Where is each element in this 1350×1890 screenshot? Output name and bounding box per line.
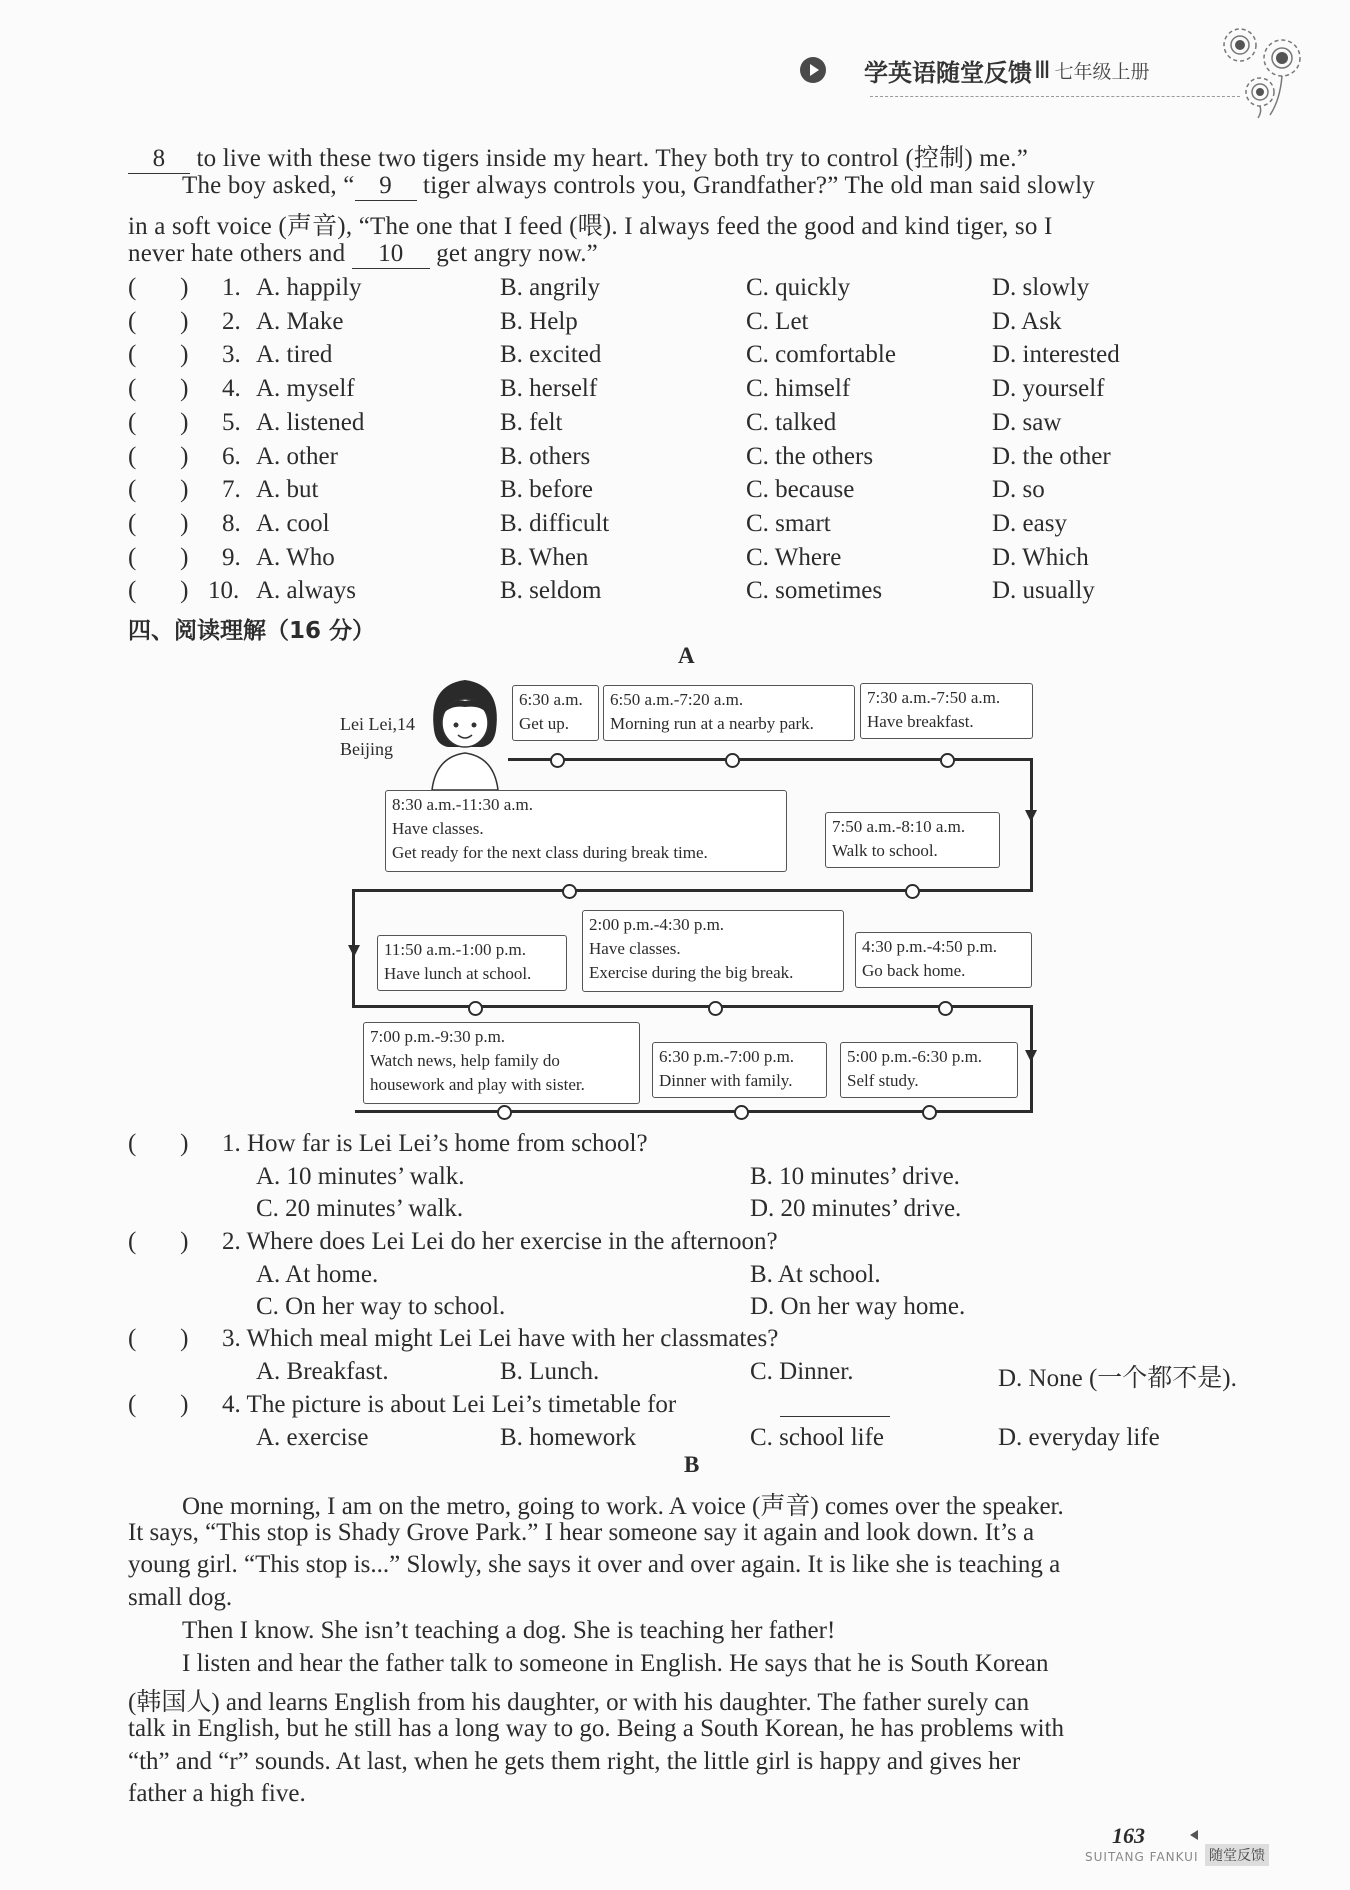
cloze-text: get angry now.” xyxy=(436,240,598,267)
box-activity: Go back home. xyxy=(862,961,966,980)
option-a: A. Who xyxy=(256,544,335,571)
timetable-box xyxy=(840,1042,1018,1098)
question-number: 9. xyxy=(222,544,241,571)
option-d: D. Which xyxy=(992,544,1089,571)
cloze-text: tiger always controls you, Grandfather?” The old man said slowly xyxy=(423,172,1095,199)
option-a: A. but xyxy=(256,476,319,503)
option-c: C. talked xyxy=(746,409,837,436)
sunflower-icon xyxy=(1210,20,1330,120)
box-time: 5:00 p.m.-6:30 p.m. xyxy=(847,1047,983,1066)
question-stem: 3. Which meal might Lei Lei have with her classmates? xyxy=(222,1325,779,1352)
option-b: B. before xyxy=(500,476,594,503)
question-number: 2. xyxy=(222,308,241,335)
timetable-box xyxy=(512,685,599,741)
answer-bracket[interactable]: ( ) xyxy=(128,274,189,301)
passage-line: Then I know. She isn’t teaching a dog. She is teaching her father! xyxy=(182,1616,836,1644)
footer-brand-cn: 随堂反馈 xyxy=(1205,1844,1269,1866)
question-option: C. 20 minutes’ walk. xyxy=(256,1195,464,1222)
question-number: 3. xyxy=(222,341,241,368)
option-c: C. quickly xyxy=(746,274,851,301)
option-d: D. usually xyxy=(992,577,1095,604)
option-b: B. excited xyxy=(500,341,602,368)
question-option: C. school life xyxy=(750,1424,885,1451)
question-number: 10. xyxy=(208,577,240,604)
blank-10: 10 xyxy=(352,240,430,269)
header-divider xyxy=(870,96,1240,97)
passage-line: talk in English, but he still has a long way to go. Being a South Korean, he has problems with xyxy=(128,1714,1064,1742)
box-activity: Have breakfast. xyxy=(867,712,974,731)
box-time: 7:50 a.m.-8:10 a.m. xyxy=(832,817,966,836)
box-activity: Morning run at a nearby park. xyxy=(610,714,814,733)
option-d: D. saw xyxy=(992,409,1062,436)
timetable-box xyxy=(385,790,787,872)
box-activity: Watch news, help family do xyxy=(370,1051,560,1070)
answer-bracket[interactable]: ( ) xyxy=(128,1325,189,1352)
cloze-line-2 xyxy=(182,172,1095,201)
blank-9: 9 xyxy=(355,172,417,201)
question-option: A. 10 minutes’ walk. xyxy=(256,1163,465,1190)
option-c: C. sometimes xyxy=(746,577,883,604)
passage-line: It says, “This stop is Shady Grove Park.” I hear someone say it again and look down. It’s a xyxy=(128,1518,1035,1546)
passage-line: One morning, I am on the metro, going to work. A voice (声音) comes over the speaker. xyxy=(182,1493,1064,1520)
box-activity: Walk to school. xyxy=(832,841,938,860)
option-c: C. smart xyxy=(746,510,831,537)
box-activity: Get up. xyxy=(519,714,570,733)
box-activity: Get ready for the next class during break time. xyxy=(392,843,708,862)
option-d: D. so xyxy=(992,476,1045,503)
question-option: A. At home. xyxy=(256,1261,379,1288)
question-option: B. Lunch. xyxy=(500,1358,600,1385)
answer-bracket[interactable]: ( ) xyxy=(128,341,189,368)
answer-bracket[interactable]: ( ) xyxy=(128,1130,189,1157)
option-b: B. Help xyxy=(500,308,578,335)
option-c: C. himself xyxy=(746,375,851,402)
answer-bracket[interactable]: ( ) xyxy=(128,510,189,537)
grade-label: 七年级上册 xyxy=(1054,60,1150,83)
question-option: A. Breakfast. xyxy=(256,1358,389,1385)
section-title: 四、阅读理解（16 分） xyxy=(128,618,376,644)
person-city: Beijing xyxy=(340,739,393,759)
question-option: B. 10 minutes’ drive. xyxy=(750,1163,960,1190)
person-name: Lei Lei,14 xyxy=(340,714,415,734)
question-option: C. Dinner. xyxy=(750,1358,854,1385)
answer-bracket[interactable]: ( ) xyxy=(128,375,189,402)
cloze-line-3: in a soft voice (声音), “The one that I feed (喂). I always feed the good and kind tiger, so I xyxy=(128,213,1053,240)
box-time: 2:00 p.m.-4:30 p.m. xyxy=(589,915,725,934)
option-b: B. angrily xyxy=(500,274,600,301)
page-header xyxy=(800,50,1150,90)
question-number: 7. xyxy=(222,476,241,503)
box-activity: housework and play with sister. xyxy=(370,1075,585,1094)
answer-bracket[interactable]: ( ) xyxy=(128,1228,189,1255)
option-c: C. comfortable xyxy=(746,341,896,368)
box-activity: Have lunch at school. xyxy=(384,964,532,983)
volume-numeral: Ⅲ xyxy=(1034,56,1051,84)
passage-line: I listen and hear the father talk to someone in English. He says that he is South Korean xyxy=(182,1649,1049,1677)
cloze-line-1 xyxy=(128,138,1028,174)
answer-bracket[interactable]: ( ) xyxy=(128,308,189,335)
option-d: D. slowly xyxy=(992,274,1090,301)
girl-avatar xyxy=(422,675,508,790)
cloze-text: never hate others and xyxy=(128,240,346,267)
box-time: 6:30 p.m.-7:00 p.m. xyxy=(659,1047,795,1066)
question-option: B. At school. xyxy=(750,1261,881,1288)
passage-b-label: B xyxy=(684,1452,700,1477)
cloze-text: to live with these two tigers inside my heart. They both try to control (控制) me.” xyxy=(196,145,1028,172)
option-d: D. yourself xyxy=(992,375,1105,402)
play-icon xyxy=(800,57,826,83)
box-time: 7:00 p.m.-9:30 p.m. xyxy=(370,1027,506,1046)
option-c: C. because xyxy=(746,476,855,503)
question-option: D. 20 minutes’ drive. xyxy=(750,1195,962,1222)
box-time: 11:50 a.m.-1:00 p.m. xyxy=(384,940,526,959)
question-option: D. On her way home. xyxy=(750,1293,966,1320)
answer-bracket[interactable]: ( ) xyxy=(128,544,189,571)
passage-line: small dog. xyxy=(128,1584,233,1612)
option-a: A. always xyxy=(256,577,356,604)
option-c: C. Where xyxy=(746,544,842,571)
option-d: D. easy xyxy=(992,510,1067,537)
timetable-box xyxy=(825,812,1000,868)
question-stem: 4. The picture is about Lei Lei’s timetable for xyxy=(222,1391,677,1418)
timetable-box xyxy=(855,932,1032,988)
box-time: 6:30 a.m. xyxy=(519,690,583,709)
option-c: C. Let xyxy=(746,308,809,335)
box-activity: Self study. xyxy=(847,1071,919,1090)
timetable-box xyxy=(860,683,1033,739)
timetable-box xyxy=(363,1022,640,1104)
timetable-box xyxy=(582,910,844,992)
question-option: B. homework xyxy=(500,1424,637,1451)
box-activity: Dinner with family. xyxy=(659,1071,793,1090)
footer-brand: SUITANG FANKUI xyxy=(1085,1850,1199,1864)
question-option: A. exercise xyxy=(256,1424,369,1451)
passage-line: “th” and “r” sounds. At last, when he gets them right, the little girl is happy and gives her xyxy=(128,1747,1021,1775)
question-number: 5. xyxy=(222,409,241,436)
question-stem: 2. Where does Lei Lei do her exercise in the afternoon? xyxy=(222,1228,778,1255)
option-a: A. tired xyxy=(256,341,333,368)
box-time: 7:30 a.m.-7:50 a.m. xyxy=(867,688,1001,707)
passage-line: young girl. “This stop is...” Slowly, she says it over and over again. It is like she is teaching a xyxy=(128,1551,1061,1579)
box-activity: Have classes. xyxy=(589,939,681,958)
question-option: C. On her way to school. xyxy=(256,1293,506,1320)
option-b: B. others xyxy=(500,443,591,470)
option-d: D. interested xyxy=(992,341,1120,368)
answer-bracket[interactable]: ( ) xyxy=(128,443,189,470)
box-time: 6:50 a.m.-7:20 a.m. xyxy=(610,690,744,709)
option-a: A. listened xyxy=(256,409,365,436)
option-a: A. other xyxy=(256,443,338,470)
page-number: 163 xyxy=(1112,1823,1145,1848)
timetable-box xyxy=(603,685,855,741)
question-option: D. everyday life xyxy=(998,1424,1160,1451)
option-b: B. herself xyxy=(500,375,598,402)
option-b: B. When xyxy=(500,544,589,571)
answer-blank xyxy=(780,1416,890,1417)
option-b: B. difficult xyxy=(500,510,610,537)
answer-bracket[interactable]: ( ) xyxy=(128,409,189,436)
passage-line: (韩国人) and learns English from his daughter, or with his daughter. The father surely can xyxy=(128,1689,1030,1717)
question-number: 8. xyxy=(222,510,241,537)
cloze-line-4 xyxy=(128,240,598,269)
option-a: A. happily xyxy=(256,274,362,301)
question-option: D. None (一个都不是). xyxy=(998,1365,1237,1392)
option-a: A. cool xyxy=(256,510,330,537)
timetable-box xyxy=(652,1042,827,1098)
option-b: B. felt xyxy=(500,409,563,436)
option-d: D. the other xyxy=(992,443,1111,470)
question-number: 4. xyxy=(222,375,241,402)
answer-bracket[interactable]: ( ) xyxy=(128,476,189,503)
question-number: 1. xyxy=(222,274,241,301)
blank-8: 8 xyxy=(128,145,190,174)
option-b: B. seldom xyxy=(500,577,602,604)
box-time: 4:30 p.m.-4:50 p.m. xyxy=(862,937,998,956)
option-d: D. Ask xyxy=(992,308,1062,335)
box-activity: Have classes. xyxy=(392,819,484,838)
box-time: 8:30 a.m.-11:30 a.m. xyxy=(392,795,534,814)
answer-bracket[interactable]: ( ) xyxy=(128,577,189,604)
book-title: 学英语随堂反馈 xyxy=(864,58,1032,87)
option-a: A. myself xyxy=(256,375,355,402)
passage-a-label: A xyxy=(678,643,695,668)
answer-bracket[interactable]: ( ) xyxy=(128,1391,189,1418)
question-number: 6. xyxy=(222,443,241,470)
question-stem: 1. How far is Lei Lei’s home from school? xyxy=(222,1130,648,1157)
option-a: A. Make xyxy=(256,308,344,335)
option-c: C. the others xyxy=(746,443,874,470)
box-activity: Exercise during the big break. xyxy=(589,963,794,982)
timetable-box xyxy=(377,935,567,991)
passage-line: father a high five. xyxy=(128,1780,306,1808)
cloze-text: The boy asked, “ xyxy=(182,172,355,199)
triangle-icon xyxy=(1190,1830,1198,1840)
